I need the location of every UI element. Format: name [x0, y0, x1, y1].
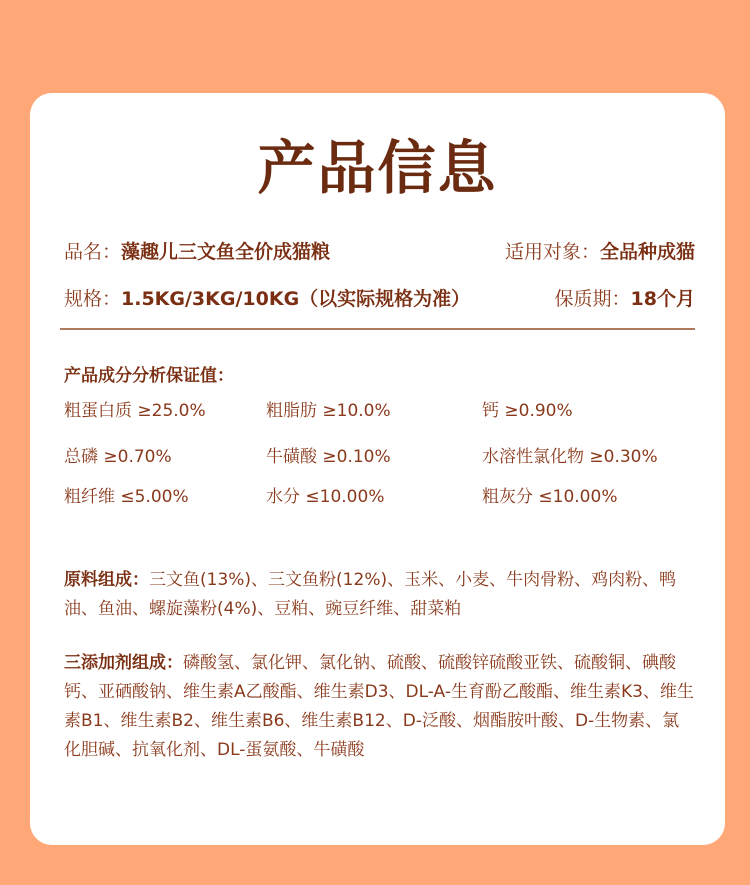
analysis-item-crude-ash: 粗灰分 ≤10.00% [482, 487, 618, 507]
target-label: 适用对象： [504, 241, 600, 263]
analysis-item-chloride: 水溶性氯化物 ≥0.30% [482, 447, 658, 467]
info-row-spec [64, 286, 695, 312]
product-name-value: 藻趣儿三文鱼全价成猫粮 [121, 241, 331, 263]
product-info-card [30, 93, 725, 845]
spec-label: 规格： [64, 288, 122, 310]
analysis-item-taurine: 牛磺酸 ≥0.10% [266, 447, 391, 467]
ingredients-text: 三文鱼(13%)、三文鱼粉(12%)、玉米、小麦、牛肉骨粉、鸡肉粉、鸭油、鱼油、螺旋藻粉(4%)、豆粕、豌豆纤维、甜菜粕 [64, 570, 677, 619]
analysis-item-crude-fat: 粗脂肪 ≥10.0% [266, 401, 391, 421]
ingredients-paragraph [64, 566, 695, 624]
analysis-item-crude-protein: 粗蛋白质 ≥25.0% [64, 401, 206, 421]
analysis-item-moisture: 水分 ≤10.00% [266, 487, 385, 507]
product-name-label: 品名： [64, 241, 122, 263]
analysis-item-calcium: 钙 ≥0.90% [482, 401, 573, 421]
analysis-title: 产品成分分析保证值： [64, 366, 234, 386]
additives-paragraph [64, 649, 695, 765]
analysis-item-crude-fiber: 粗纤维 ≤5.00% [64, 487, 189, 507]
additives-label: 三添加剂组成： [64, 653, 183, 673]
shelf-life-group [555, 286, 695, 312]
page-title: 产品信息 [257, 134, 498, 202]
divider [60, 328, 695, 330]
info-row-name [64, 239, 695, 265]
shelf-life-value: 18个月 [630, 288, 695, 310]
ingredients-label: 原料组成： [64, 570, 149, 590]
spec-value: 1.5KG/3KG/10KG（以实际规格为准） [121, 288, 471, 310]
additives-text: 磷酸氢、氯化钾、氯化钠、硫酸、硫酸锌硫酸亚铁、硫酸铜、碘酸钙、亚硒酸钠、维生素A乙酸酯、维生素D3、DL-A-生育酚乙酸酯、维生素K3、维生素B1、维生素B2、维生素B6、维生素B12、D-泛酸、烟酯胺叶酸、D-生物素、氯化胆碱、抗氧化剂、DL-蛋氨酸、牛磺酸 [64, 653, 694, 760]
analysis-item-phosphorus: 总磷 ≥0.70% [64, 447, 172, 467]
shelf-life-label: 保质期： [554, 288, 631, 310]
target-group [505, 239, 695, 265]
target-value: 全品种成猫 [599, 241, 695, 263]
